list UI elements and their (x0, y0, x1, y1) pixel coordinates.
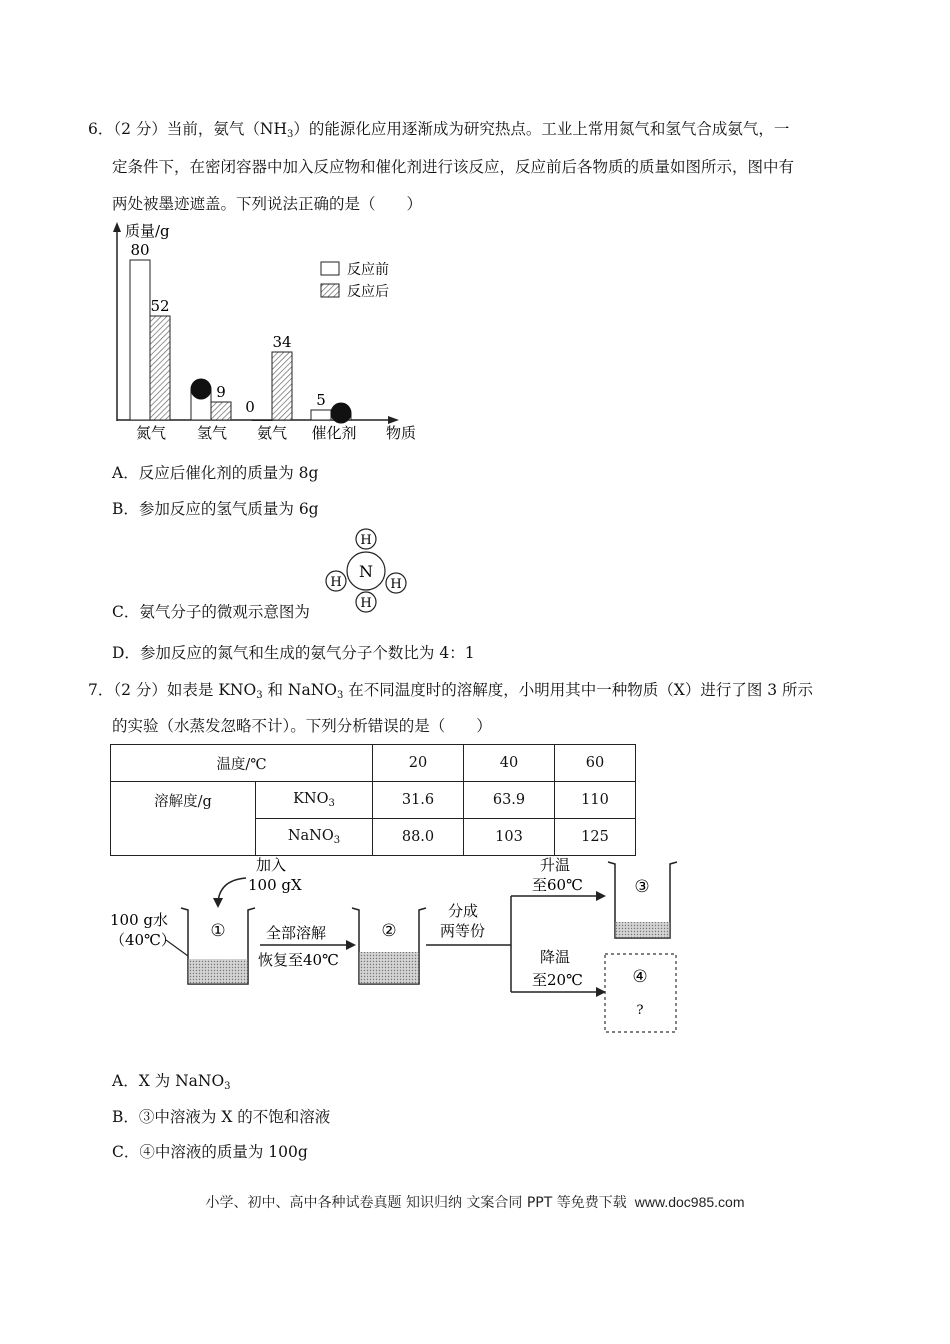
svg-text:N: N (359, 562, 373, 581)
nano3-60: 125 (555, 819, 636, 856)
step1-bottom-label: 恢复至40℃ (258, 951, 339, 969)
x-axis-arrow-icon (388, 416, 399, 424)
add-label-1: 加入 (256, 856, 287, 874)
svg-text:②: ② (381, 921, 397, 941)
bar-after-1 (211, 402, 231, 420)
y-axis-arrow-icon (113, 222, 121, 232)
y-axis-label: 质量/g (125, 222, 170, 240)
bar-before-2-label: 0 (245, 398, 255, 416)
bar-after-1-label: 9 (216, 383, 226, 401)
kno3-label: $KNO_3$ (256, 782, 373, 819)
temp-40: 40 (464, 745, 555, 782)
cool-label-1: 降温 (540, 948, 571, 966)
svg-text:①: ① (210, 921, 226, 941)
kno3-40: 63.9 (464, 782, 555, 819)
q7-stem-line1: 7．（2 分）如表是 $KNO_3$ 和 NaNO$_3$ 在不同温度时的溶解度，小明用其中一种物质（X）进行了图 3 所示 (88, 681, 814, 701)
svg-text:③: ③ (634, 877, 650, 897)
nano3-label: NaNO$_3$ (256, 819, 373, 856)
ink-blot-3 (331, 403, 352, 424)
q6-option-a[interactable]: A．反应后催化剂的质量为 8g (112, 464, 319, 482)
step1-arrow-icon (346, 940, 356, 950)
q6-stem-line2: 定条件下，在密闭容器中加入反应物和催化剂进行该反应，反应前后各物质的质量如图所示，图中有 (112, 158, 795, 176)
legend-swatch-before (321, 262, 339, 275)
split-label-2: 两等份 (440, 922, 486, 940)
bar-after-2 (272, 352, 292, 420)
category-label-nh3: 氨气 (256, 424, 288, 442)
solubility-table (110, 744, 636, 856)
cool-label-2: 至20℃ (532, 971, 583, 989)
q7-option-c[interactable]: C．④中溶液的质量为 100g (112, 1143, 308, 1161)
q6-stem-line3: 两处被墨迹遮盖。下列说法正确的是（ ） (112, 195, 423, 213)
beaker-4-unknown (605, 954, 676, 1032)
step1-top-label: 全部溶解 (266, 924, 327, 942)
svg-text:H: H (360, 596, 372, 611)
svg-text:?: ? (636, 1003, 644, 1018)
bar-after-0 (150, 316, 170, 420)
q7-stem-line2: 的实验（水蒸发忽略不计）。下列分析错误的是（ ） (112, 717, 492, 735)
temp-header: 温度/℃ (111, 745, 373, 782)
svg-text:H: H (360, 533, 372, 548)
nano3-20: 88.0 (373, 819, 464, 856)
nano3-40: 103 (464, 819, 555, 856)
heat-label-2: 至60℃ (532, 876, 583, 894)
water-temp-label: （40℃） (110, 931, 176, 949)
beaker-2 (352, 908, 426, 984)
footer-text: 小学、初中、高中各种试卷真题 知识归纳 文案合同 PPT 等免费下载 (205, 1195, 627, 1211)
temp-60: 60 (555, 745, 636, 782)
up-arrow-icon (596, 891, 606, 901)
q6-option-c[interactable]: C．氨气分子的微观示意图为 (112, 603, 310, 621)
svg-text:H: H (330, 575, 342, 590)
category-label-h2: 氢气 (196, 424, 228, 442)
split-label-1: 分成 (448, 902, 479, 920)
kno3-60: 110 (555, 782, 636, 819)
footer (0, 1192, 950, 1212)
solubility-label: 溶解度/g (111, 782, 256, 856)
mass-bar-chart (95, 218, 435, 448)
category-label-n2: 氮气 (135, 424, 167, 442)
bar-before-3 (311, 410, 331, 420)
ink-blot-1 (191, 379, 212, 400)
bar-after-2-label: 34 (272, 333, 292, 351)
q6-option-b[interactable]: B．参加反应的氢气质量为 6g (112, 500, 319, 518)
bar-after-0-label: 52 (150, 297, 170, 315)
kno3-20: 31.6 (373, 782, 464, 819)
bar-before-3-label: 5 (316, 391, 326, 409)
svg-text:④: ④ (632, 967, 648, 987)
legend-label-before: 反应前 (347, 262, 389, 278)
q6-option-d[interactable]: D．参加反应的氮气和生成的氨气分子个数比为 4：1 (112, 644, 475, 662)
ammonia-molecule-diagram (320, 524, 410, 616)
x-axis-label: 物质 (386, 424, 417, 442)
bar-before-0-label: 80 (130, 241, 150, 259)
legend-swatch-after (321, 284, 339, 297)
bar-before-0 (130, 260, 150, 420)
beaker-3 (608, 862, 677, 938)
legend-label-after: 反应后 (347, 284, 389, 300)
water-label: 100 g水 (110, 911, 169, 929)
temp-20: 20 (373, 745, 464, 782)
footer-url[interactable]: www.doc985.com (634, 1194, 745, 1210)
svg-text:H: H (390, 577, 402, 592)
category-label-catalyst: 催化剂 (311, 424, 357, 442)
add-label-2: 100 gX (248, 876, 302, 894)
experiment-diagram (108, 852, 688, 1038)
heat-label-1: 升温 (540, 856, 571, 874)
q7-option-a[interactable]: A．X 为 NaNO$_3$ (112, 1072, 231, 1092)
beaker-1 (181, 908, 255, 984)
q6-stem-line1: 6．（2 分）当前，氨气$(NH_3)$的能源化应用逐渐成为研究热点。工业上常用氮气和氢气合成氨气，一 (88, 120, 790, 140)
bar-before-2 (252, 420, 272, 421)
q7-option-b[interactable]: B．③中溶液为 X 的不饱和溶液 (112, 1108, 331, 1126)
